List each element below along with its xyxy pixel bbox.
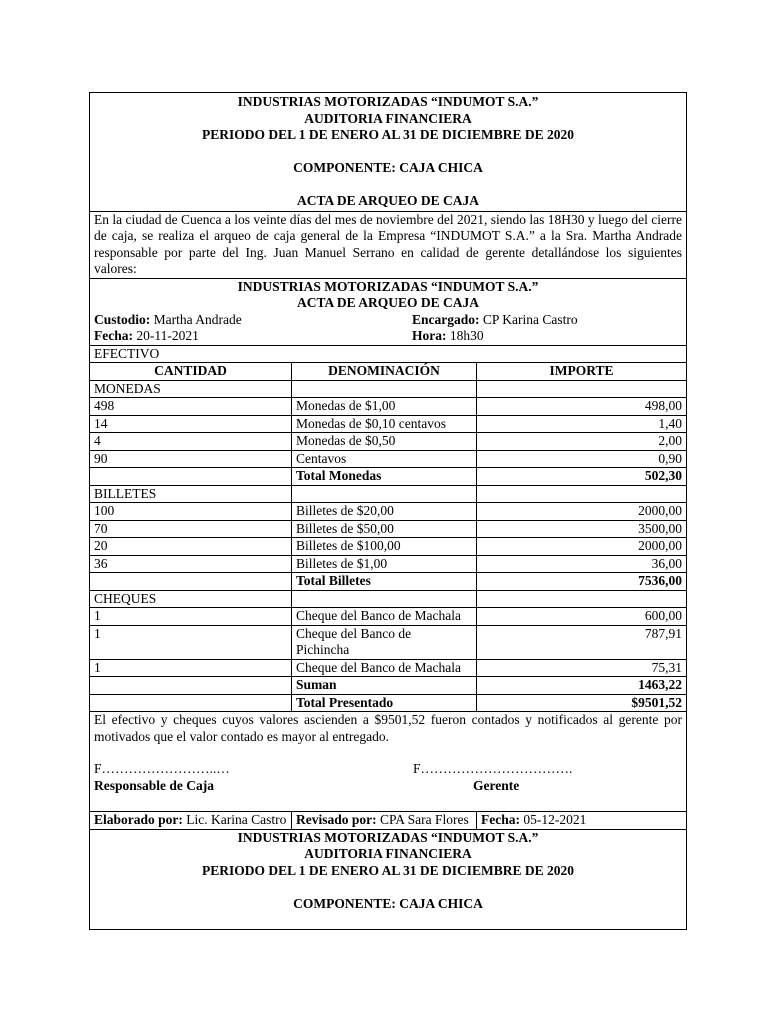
table-row <box>90 555 687 573</box>
total-label: Suman <box>292 677 477 695</box>
table-row <box>90 433 687 451</box>
table-row <box>90 538 687 556</box>
total-label: Total Monedas <box>292 468 477 486</box>
amount-cell: 2000,00 <box>477 503 687 521</box>
table-row <box>90 520 687 538</box>
section-row-monedas <box>90 380 687 398</box>
qty-cell: 1 <box>90 625 292 659</box>
bottom-header-table <box>89 829 687 931</box>
signature-label-right: Gerente <box>473 777 520 793</box>
table-row <box>90 625 687 659</box>
total-row-monedas <box>90 468 687 486</box>
footer-fecha-label: Fecha: <box>481 812 520 827</box>
qty-cell: 20 <box>90 538 292 556</box>
document <box>89 92 686 930</box>
footer-fecha-value: 05-12-2021 <box>519 812 587 827</box>
elaborado-value: Lic. Karina Castro <box>182 812 287 827</box>
period-title: PERIODO DEL 1 DE ENERO AL 31 DE DICIEMBRE DE 2020 <box>201 127 575 142</box>
desc-cell: Centavos <box>292 450 477 468</box>
column-header: DENOMINACIÓN <box>292 363 477 381</box>
amount-cell: 1,40 <box>477 415 687 433</box>
encargado-label: Encargado: <box>412 311 480 327</box>
total-value: 502,30 <box>477 468 687 486</box>
fecha-row <box>94 328 682 345</box>
qty-cell: 1 <box>90 608 292 626</box>
desc-cell: Cheque del Banco de Machala <box>292 659 477 677</box>
section-label: BILLETES <box>90 485 292 503</box>
amount-cell: 75,31 <box>477 659 687 677</box>
elaborado-cell <box>90 812 292 830</box>
total-value: 1463,22 <box>477 677 687 695</box>
section-row-cheques <box>90 590 687 608</box>
subheader-company: INDUSTRIAS MOTORIZADAS “INDUMOT S.A.” <box>237 278 539 294</box>
amount-cell: 600,00 <box>477 608 687 626</box>
signature-line-right: F……………………………. <box>413 761 573 776</box>
elaborado-label: Elaborado por: <box>94 812 183 827</box>
amount-cell: 787,91 <box>477 625 687 659</box>
efectivo-label: EFECTIVO <box>90 345 687 363</box>
desc-cell: Monedas de $0,10 centavos <box>292 415 477 433</box>
subheader-act-title: ACTA DE ARQUEO DE CAJA <box>296 295 480 310</box>
bottom-period-title: PERIODO DEL 1 DE ENERO AL 31 DE DICIEMBRE DE 2020 <box>201 862 575 878</box>
desc-cell: Billetes de $1,00 <box>292 555 477 573</box>
act-title: ACTA DE ARQUEO DE CAJA <box>296 193 480 208</box>
grand-total-label: Total Presentado <box>292 694 477 712</box>
qty-cell: 1 <box>90 659 292 677</box>
column-header: IMPORTE <box>477 363 687 381</box>
hora-value: 18h30 <box>446 328 484 343</box>
audit-title: AUDITORIA FINANCIERA <box>304 110 472 126</box>
grand-total-value: $9501,52 <box>477 694 687 712</box>
bottom-company-name: INDUSTRIAS MOTORIZADAS “INDUMOT S.A.” <box>237 829 539 845</box>
desc-cell: Billetes de $20,00 <box>292 503 477 521</box>
total-label: Total Billetes <box>292 573 477 591</box>
amount-cell: 3500,00 <box>477 520 687 538</box>
desc-cell: Billetes de $100,00 <box>292 538 477 556</box>
grand-total-row <box>90 694 687 712</box>
total-value: 7536,00 <box>477 573 687 591</box>
revisado-cell <box>292 812 477 830</box>
amount-cell: 0,90 <box>477 450 687 468</box>
desc-cell: Cheque del Banco de Pichincha <box>292 625 477 659</box>
signature-block <box>94 761 682 794</box>
component-title: COMPONENTE: CAJA CHICA <box>293 160 483 175</box>
bottom-audit-title: AUDITORIA FINANCIERA <box>304 846 472 861</box>
desc-cell: Billetes de $50,00 <box>292 520 477 538</box>
column-header: CANTIDAD <box>90 363 292 381</box>
closing-table <box>89 711 687 812</box>
table-row <box>90 659 687 677</box>
table-header-row <box>90 363 687 381</box>
fecha-label: Fecha: <box>94 328 133 343</box>
section-label: CHEQUES <box>90 590 292 608</box>
custodio-label: Custodio: <box>94 311 151 327</box>
amount-cell: 2,00 <box>477 433 687 451</box>
table-row <box>90 503 687 521</box>
revisado-label: Revisado por: <box>296 812 377 827</box>
amount-cell: 2000,00 <box>477 538 687 556</box>
fecha-value: 20-11-2021 <box>132 328 199 343</box>
custodio-value: Martha Andrade <box>150 311 242 327</box>
signature-line-left: F……………………..… <box>94 761 230 776</box>
section-label: MONEDAS <box>90 380 292 398</box>
table-row <box>90 398 687 416</box>
revisado-value: CPA Sara Flores <box>376 812 469 827</box>
desc-cell: Monedas de $1,00 <box>292 398 477 416</box>
footer-fecha-cell <box>477 812 687 830</box>
signature-label-left: Responsable de Caja <box>94 777 215 793</box>
table-row <box>90 415 687 433</box>
qty-cell: 14 <box>90 415 292 433</box>
custodio-row <box>94 312 682 329</box>
total-row-billetes <box>90 573 687 591</box>
amount-cell: 498,00 <box>477 398 687 416</box>
table-row <box>90 450 687 468</box>
encargado-value: CP Karina Castro <box>479 311 578 327</box>
qty-cell: 100 <box>90 503 292 521</box>
section-row-billetes <box>90 485 687 503</box>
qty-cell: 90 <box>90 450 292 468</box>
amount-cell: 36,00 <box>477 555 687 573</box>
table-row <box>90 608 687 626</box>
qty-cell: 36 <box>90 555 292 573</box>
desc-cell: Monedas de $0,50 <box>292 433 477 451</box>
detail-table <box>89 362 687 712</box>
intro-paragraph: En la ciudad de Cuenca a los veinte días del mes de noviembre del 2021, siendo las 18H30 y luego del cierre de caja, se realiza el arqueo de caja general de la Empresa “INDUMOT S.A.” a la Sra. Martha Andrade responsable por parte del Ing. Juan Manuel Serrano en calidad de gerente detallándose los siguientes valores: <box>90 211 687 278</box>
bottom-component-title: COMPONENTE: CAJA CHICA <box>293 895 483 911</box>
qty-cell: 70 <box>90 520 292 538</box>
company-name: INDUSTRIAS MOTORIZADAS “INDUMOT S.A.” <box>237 94 539 109</box>
closing-paragraph: El efectivo y cheques cuyos valores ascienden a $9501,52 fueron contados y notificados al gerente por motivados que el valor contado es mayor al entregado. <box>94 712 682 744</box>
desc-cell: Cheque del Banco de Machala <box>292 608 477 626</box>
hora-label: Hora: <box>412 328 447 343</box>
total-row-cheques <box>90 677 687 695</box>
qty-cell: 498 <box>90 398 292 416</box>
header-table <box>89 92 687 363</box>
approval-table <box>89 811 687 830</box>
qty-cell: 4 <box>90 433 292 451</box>
